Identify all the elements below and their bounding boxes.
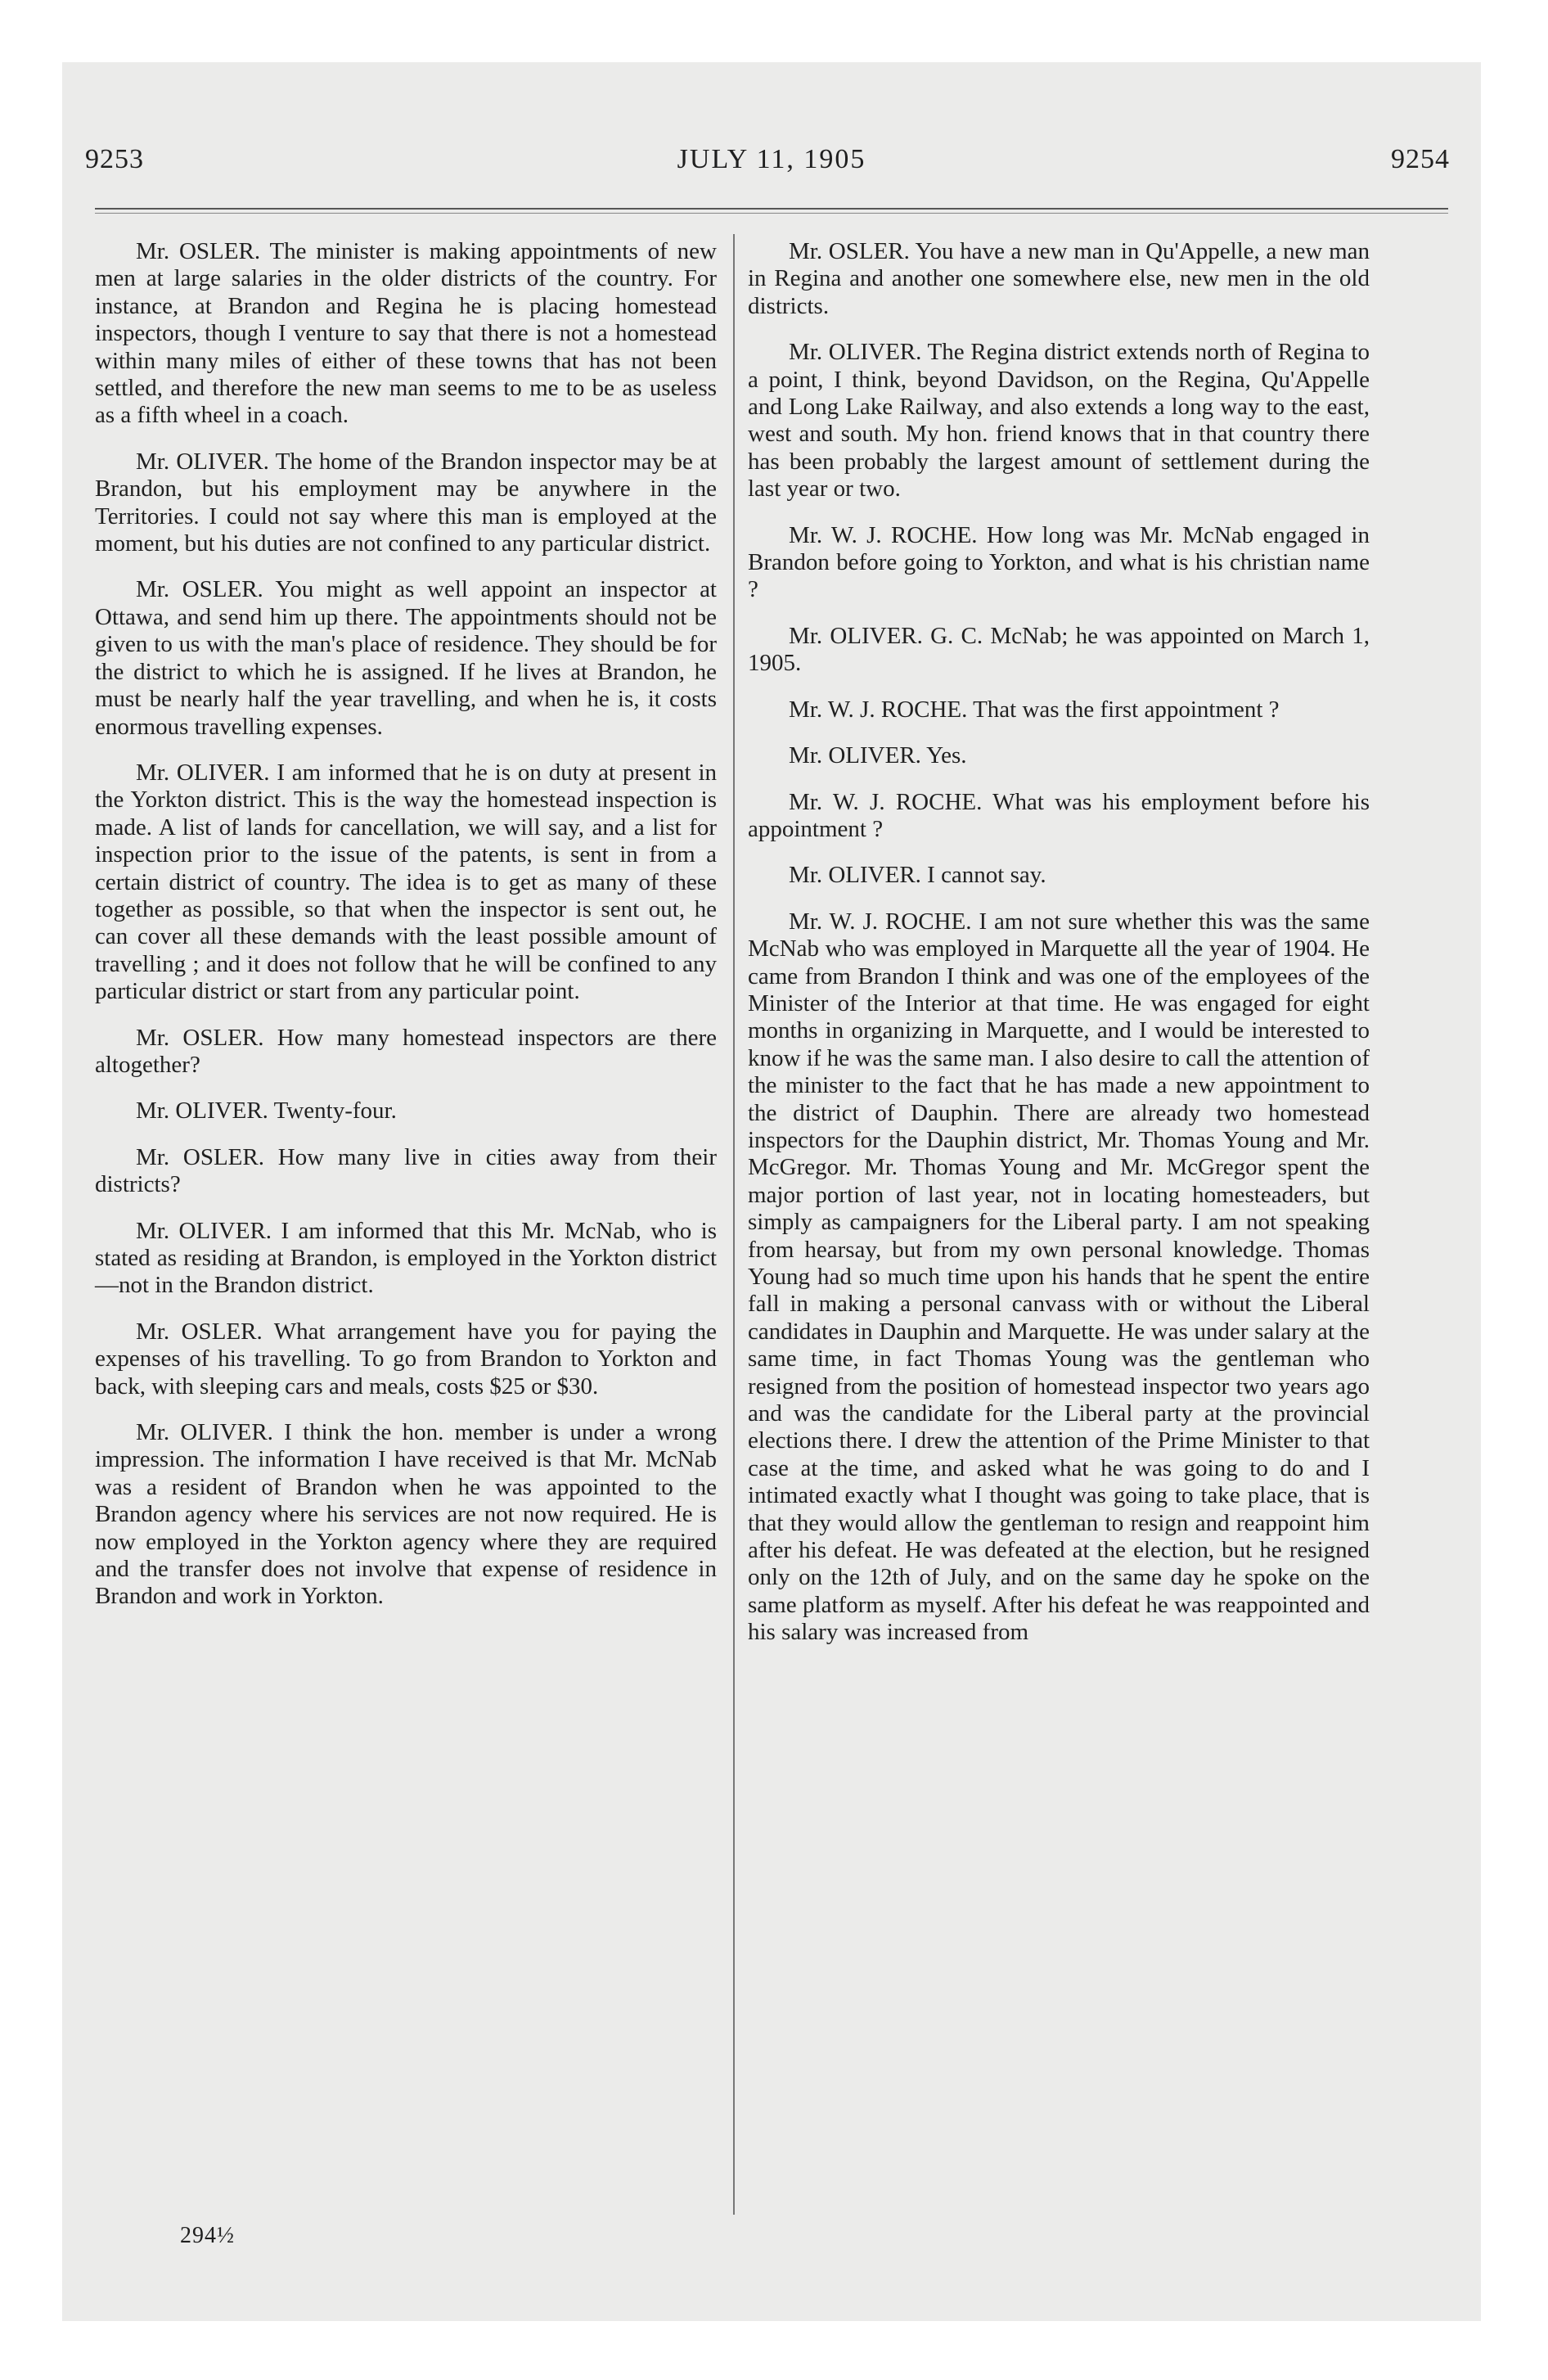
page-header	[62, 144, 1481, 193]
right-column	[748, 238, 1370, 1666]
paragraph: Mr. OLIVER. Twenty-four.	[136, 1098, 397, 1125]
paragraph: Mr. OLIVER. G. C. McNab; he was appointed on March 1, 1905.	[748, 622, 1370, 677]
paragraph: Mr. OLIVER. The Regina district extends north of Regina to a point, I think, beyond Davidson, on the Regina, Qu'Appelle and Long Lake Railway, and also extends a long way to the east, west and south. My hon. friend knows that in that country there has been probably the largest amount of settlement during the last year or two.	[748, 339, 1370, 503]
paragraph: Mr. OLIVER. I cannot say.	[789, 862, 1046, 889]
header-rule-thin	[95, 213, 1448, 214]
paragraph: Mr. W. J. ROCHE. How long was Mr. McNab engaged in Brandon before going to Yorkton, and what is his christian name ?	[748, 521, 1370, 603]
paragraph: Mr. W. J. ROCHE. What was his employment before his appointment ?	[748, 788, 1370, 842]
page-date-title: JULY 11, 1905	[677, 144, 866, 174]
paragraph: Mr. OLIVER. I am informed that he is on duty at present in the Yorkton district. This is the way the homestead inspection is made. A list of lands for cancellation, we will say, and a list for inspection prior to the issue of the patents, is sent in from a certain district of country. The idea is to get as many of these together as possible, so that when the inspector is sent out, he can cover all these demands with the least possible amount of travelling ; and it does not follow that he will be confined to any particular district or start from any particular point.	[95, 759, 717, 1005]
paragraph: Mr. W. J. ROCHE. That was the first appointment ?	[789, 696, 1280, 723]
paragraph: Mr. OLIVER. I think the hon. member is under a wrong impression. The information I have received is that Mr. McNab was a resident of Brandon when he was appointed to the Brandon agency where his services are not now required. He is now employed in the Yorkton agency where they are required and the transfer does not involve that expense of residence in Brandon and work in Yorkton.	[95, 1419, 717, 1610]
page	[62, 62, 1481, 2321]
page-number-left: 9253	[85, 144, 144, 174]
paragraph: Mr. OSLER. What arrangement have you for paying the expenses of his travelling. To go from Brandon to Yorkton and back, with sleeping cars and meals, costs $25 or $30.	[95, 1318, 717, 1400]
header-rule	[95, 208, 1448, 210]
column-divider	[733, 234, 735, 2215]
paragraph: Mr. OSLER. How many homestead inspectors are there altogether?	[95, 1024, 717, 1078]
paragraph: Mr. OSLER. You might as well appoint an inspector at Ottawa, and send him up there. The appointments should not be given to us with the man's place of residence. They should be for the district to which he is assigned. If he lives at Brandon, he must be nearly half the year travelling, and when he is, it costs enormous travelling expenses.	[95, 576, 717, 740]
paragraph: Mr. OSLER. How many live in cities away from their districts?	[95, 1143, 717, 1198]
paragraph: Mr. OSLER. The minister is making appointments of new men at large salaries in the older districts of the country. For instance, at Brandon and Regina he is placing homestead inspectors, though I venture to say that there is not a homestead within many miles of either of these towns that has not been settled, and therefore the new man seems to me to be as useless as a fifth wheel in a coach.	[95, 238, 717, 429]
paragraph: Mr. W. J. ROCHE. I am not sure whether this was the same McNab who was employed in Marquette all the year of 1904. He came from Brandon I think and was one of the employees of the Minister of the Interior at that time. He was engaged for eight months in organizing in Marquette, and I would be interested to know if he was the same man. I also desire to call the attention of the minister to the fact that he has made a new appointment to the district of Dauphin. There are already two homestead inspectors for the Dauphin district, Mr. Thomas Young and Mr. McGregor. Mr. Thomas Young and Mr. McGregor spent the major portion of last year, not in locating homesteaders, but simply as campaigners for the Liberal party. I am not speaking from hearsay, but from my own personal knowledge. Thomas Young had so much time upon his hands that he spent the entire fall in making a personal canvass with or without the Liberal candidates in Dauphin and Marquette. He was under salary at the same time, in fact Thomas Young was the gentleman who resigned from the position of homestead inspector two years ago and was the candidate for the Liberal party at the provincial elections there. I drew the attention of the Prime Minister to that case at the time, and asked what he was going to do and I intimated exactly what I thought was going to take place, that is that they would allow the gentleman to resign and reappoint him after his defeat. He was defeated at the election, but he resigned only on the 12th of July, and on the same day he spoke on the same platform as myself. After his defeat he was reappointed and his salary was increased from	[748, 908, 1370, 1646]
left-column	[95, 238, 717, 1629]
signature-mark: 294½	[180, 2223, 235, 2248]
paragraph: Mr. OLIVER. The home of the Brandon inspector may be at Brandon, but his employment may be anywhere in the Territories. I could not say where this man is employed at the moment, but his duties are not confined to any particular district.	[95, 448, 717, 557]
page-number-right: 9254	[1391, 144, 1450, 174]
paragraph: Mr. OLIVER. I am informed that this Mr. McNab, who is stated as residing at Brandon, is employed in the Yorkton district—not in the Brandon district.	[95, 1217, 717, 1299]
paragraph: Mr. OLIVER. Yes.	[789, 742, 967, 769]
paragraph: Mr. OSLER. You have a new man in Qu'Appelle, a new man in Regina and another one somewhere else, new men in the old districts.	[748, 238, 1370, 319]
